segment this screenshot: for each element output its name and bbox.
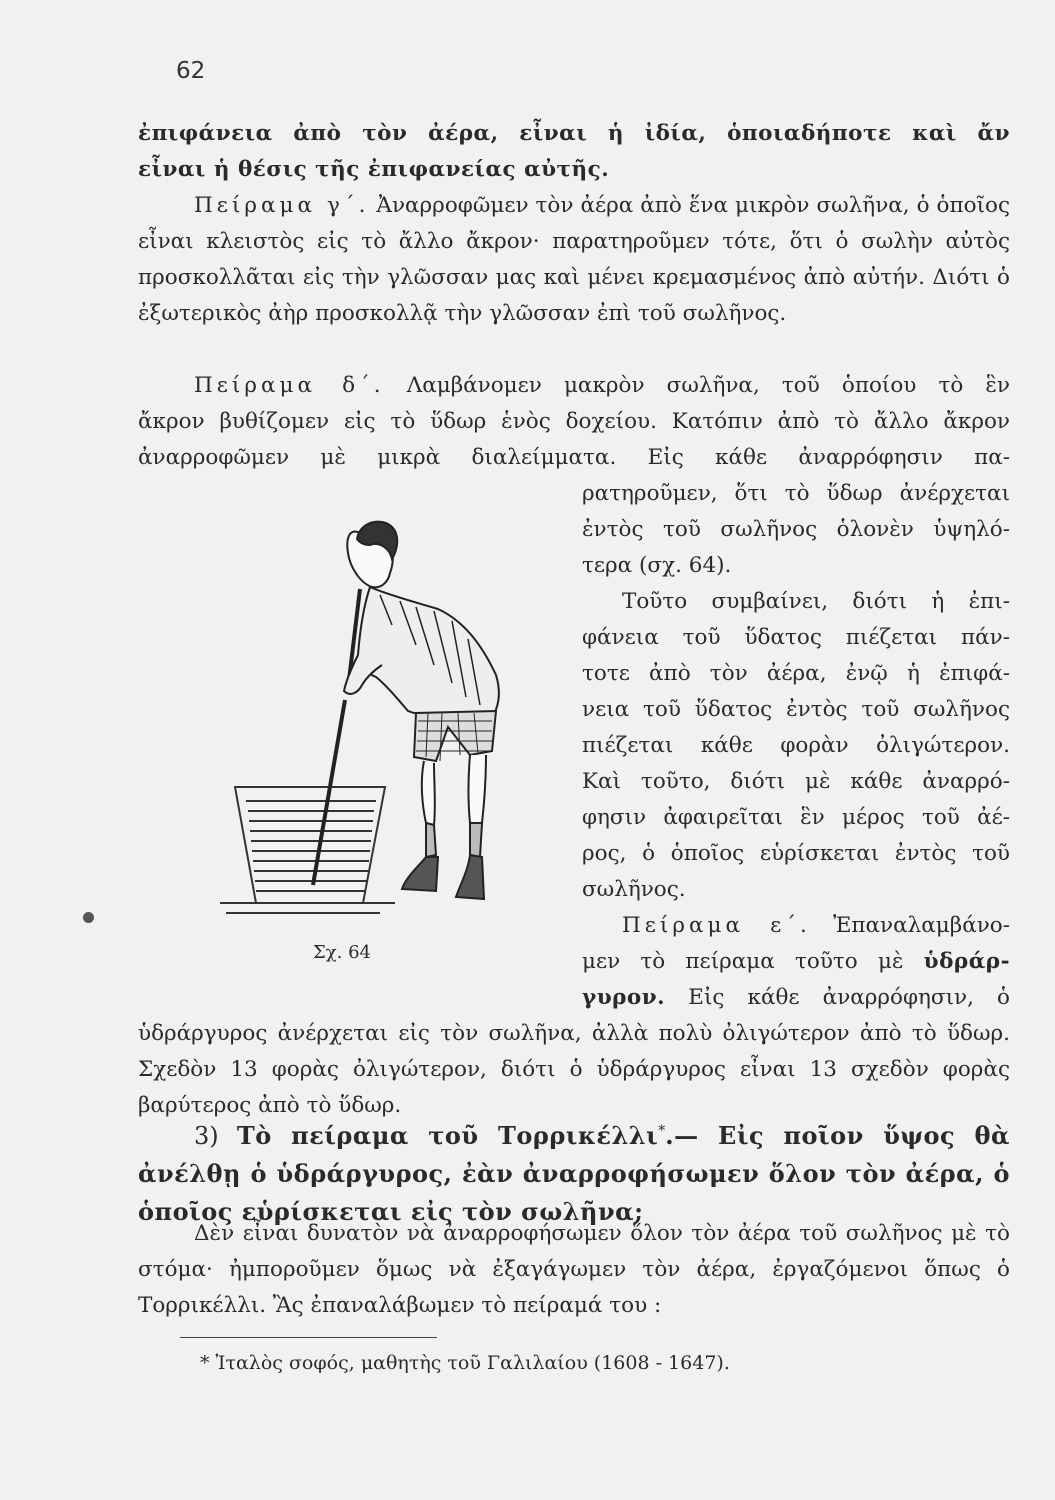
- experiment-e-line-1: Ἐπαναλαμβάνο-: [833, 913, 1010, 938]
- experiment-e-rest: [138, 1016, 1010, 1124]
- explanation-line-9: σωλῆνος.: [582, 877, 686, 902]
- paragraph-top: [138, 116, 1010, 188]
- experiment-c-text: Ἀναρροφῶμεν τὸν ἀέρα ἀπὸ ἕνα μικρὸν σωλῆνα, ὁ ὁποῖος εἶναι κλειστὸς εἰς τὸ ἄλλο ἄκρον· παρατηροῦμεν τότε, ὅτι ὁ σωλὴν αὐτὸς προσκολλᾶται εἰς τὴν γλῶσσαν μας καὶ μένει κρεμασμένος ἀπὸ αὐτήν. Διότι ὁ ἐξωτερικὸς ἀὴρ προσκολλᾷ τὴν γλῶσσαν ἐπὶ τοῦ σωλῆνος.: [138, 193, 1010, 326]
- experiment-d-line-1: Λαμβάνομεν μακρὸν σωλῆνα, τοῦ ὁποίου τὸ ἓν: [406, 373, 1010, 398]
- footnote-marker: *: [658, 1123, 666, 1139]
- experiment-d-line-2: ἄκρον βυθίζομεν εἰς τὸ ὕδωρ ἑνὸς δοχείου. Κατόπιν ἀπὸ τὸ ἄλλο ἄκρον: [138, 409, 1010, 434]
- explanation-line-8: ρος, ὁ ὁποῖος εὑρίσκεται ἐντὸς τοῦ: [582, 841, 1010, 866]
- experiment-e-line-3: Εἰς κάθε ἀναρρόφησιν, ὁ: [688, 985, 1010, 1010]
- experiment-d-column: [582, 476, 1010, 584]
- experiment-d: [138, 368, 1010, 476]
- footnote: * Ἰταλὸς σοφός, μαθητὴς τοῦ Γαλιλαίου (1608 - 1647).: [200, 1352, 730, 1374]
- explanation-line-1: Τοῦτο συμβαίνει, διότι ἡ ἐπι-: [622, 589, 1010, 614]
- experiment-d-col-line-3: τερα (σχ. 64).: [582, 553, 732, 578]
- experiment-e-column: [582, 908, 1010, 1016]
- margin-dot: [83, 912, 94, 923]
- top-line-2: εἶναι ἡ θέσις τῆς ἐπιφανείας αὐτῆς.: [138, 157, 610, 182]
- explanation-line-7: φησιν ἀφαιρεῖται ἓν μέρος τοῦ ἀέ-: [582, 805, 1010, 830]
- experiment-d-line-3: ἀναρροφῶμεν μὲ μικρὰ διαλείμματα. Εἰς κάθε ἀναρρόφησιν πα-: [138, 445, 1010, 470]
- figure-caption: Σχ. 64: [313, 942, 371, 963]
- explanation-line-4: νεια τοῦ ὕδατος ἐντὸς τοῦ σωλῆνος: [582, 697, 1010, 722]
- experiment-d-label: Πείραμα δ΄.: [194, 373, 385, 398]
- experiment-c: [138, 188, 1010, 332]
- explanation-line-3: τοτε ἀπὸ τὸν ἀέρα, ἐνῷ ἡ ἐπιφά-: [582, 661, 1010, 686]
- section-3-heading: [138, 1112, 1010, 1231]
- figure-boy-with-tube: [220, 505, 520, 945]
- section-question: .— Εἰς ποῖον ὕψος θὰ ἀνέλθῃ ὁ ὑδράργυρος, ἐὰν ἀναρροφήσωμεν ὅλον τὸν ἀέρα, ὁ ὁποῖος εὑρίσκεται εἰς τὸν σωλῆνα;: [138, 1121, 1010, 1226]
- experiment-e-mercury-2: γυρον.: [582, 985, 666, 1010]
- section-3-body: [138, 1216, 1010, 1324]
- basin-icon: [220, 787, 395, 913]
- experiment-e-line-2: μεν τὸ πείραμα τοῦτο μὲ: [582, 949, 904, 974]
- explanation-line-2: φάνεια τοῦ ὕδατος πιέζεται πάν-: [582, 625, 1010, 650]
- experiment-d-col-line-1: ρατηροῦμεν, ὅτι τὸ ὕδωρ ἀνέρχεται: [582, 481, 1010, 506]
- section-number: 3): [194, 1122, 219, 1150]
- top-line-1: ἐπιφάνεια ἀπὸ τὸν ἀέρα, εἶναι ἡ ἰδία, ὁποιαδήποτε καὶ ἄν: [138, 121, 1010, 146]
- boy-icon: [313, 522, 499, 899]
- footnote-rule: [180, 1337, 437, 1338]
- experiment-e-mercury-1: ὑδράρ-: [923, 949, 1010, 974]
- explanation: [582, 584, 1010, 908]
- experiment-c-label: Πείραμα γ΄.: [194, 193, 370, 218]
- section-title: Τὸ πείραμα τοῦ Τορρικέλλι: [236, 1121, 659, 1150]
- experiment-e-label: Πείραμα ε΄.: [622, 913, 811, 938]
- section-3-body-text: Δὲν εἶναι δυνατὸν νὰ ἀναρροφήσωμεν ὅλον τὸν ἀέρα τοῦ σωλῆνος μὲ τὸ στόμα· ἠμποροῦμεν ὅμως νὰ ἐξαγάγωμεν τὸν ἀέρα, ἐργαζόμενοι ὅπως ὁ Τορρικέλλι. Ἂς ἐπαναλάβωμεν τὸ πείραμά του :: [138, 1221, 1010, 1318]
- experiment-e-rest-text: ὑδράργυρος ἀνέρχεται εἰς τὸν σωλῆνα, ἀλλὰ πολὺ ὀλιγώτερον ἀπὸ τὸ ὕδωρ. Σχεδὸν 13 φορὰς ὀλιγώτερον, διότι ὁ ὑδράργυρος εἶναι 13 σχεδὸν φορὰς βαρύτερος ἀπὸ τὸ ὕδωρ.: [138, 1021, 1010, 1118]
- explanation-line-5: πιέζεται κάθε φορὰν ὀλιγώτερον.: [582, 733, 1010, 758]
- page-number: 62: [176, 58, 206, 84]
- explanation-line-6: Καὶ τοῦτο, διότι μὲ κάθε ἀναρρό-: [582, 769, 1010, 794]
- experiment-d-col-line-2: ἐντὸς τοῦ σωλῆνος ὁλονὲν ὑψηλό-: [582, 517, 1010, 542]
